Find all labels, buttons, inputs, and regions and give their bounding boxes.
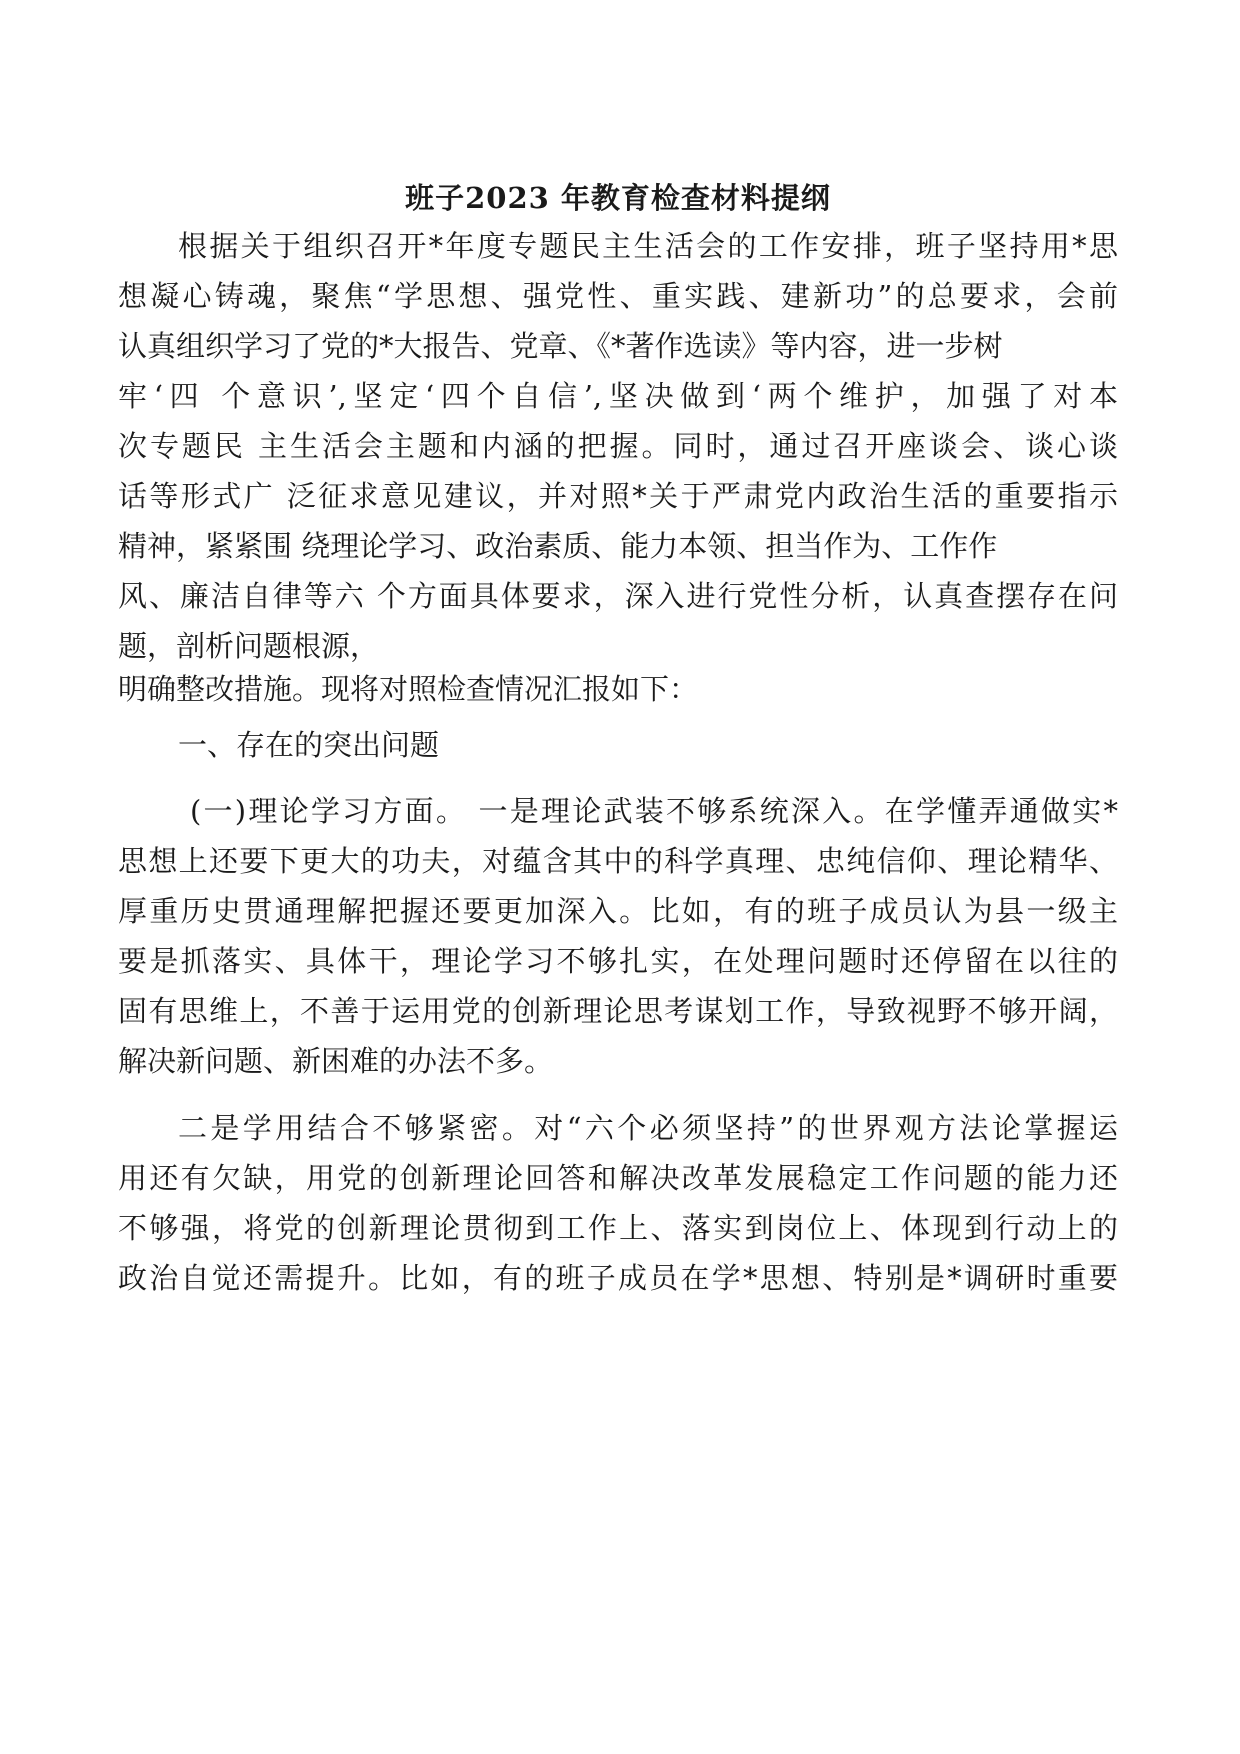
subsection-line-5: 固有思维上，不善于运用党的创新理论思考谋划工作，导致视野不够开阔， bbox=[118, 994, 1118, 1028]
intro-line-8: 风、廉洁自律等六 个方面具体要求，深入进行党性分析，认真查摆存在问 bbox=[118, 579, 1118, 613]
paragraph-2-line-1: 二是学用结合不够紧密。对“六个必须坚持”的世界观方法论掌握运 bbox=[178, 1111, 1118, 1145]
intro-line-1: 根据关于组织召开*年度专题民主生活会的工作安排，班子坚持用*思 bbox=[178, 229, 1118, 263]
paragraph-2-line-4: 政治自觉还需提升。比如，有的班子成员在学*思想、特别是*调研时重要 bbox=[118, 1261, 1118, 1295]
document-title: 班子2023 年教育检查材料提纲 bbox=[405, 181, 831, 215]
intro-line-7: 精神，紧紧围 绕理论学习、政治素质、能力本领、担当作为、工作作 bbox=[118, 529, 998, 563]
intro-line-3: 认真组织学习了党的*大报告、党章、《*著作选读》等内容，进一步树 bbox=[118, 329, 1003, 363]
document-page bbox=[118, 0, 1118, 1754]
intro-line-4: 牢‘四 个意识’,坚定‘四个自信’,坚决做到‘两个维护，加强了对本 bbox=[118, 379, 1118, 413]
intro-line-5: 次专题民 主生活会主题和内涵的把握。同时，通过召开座谈会、谈心谈 bbox=[118, 429, 1118, 463]
section-heading: 一、存在的突出问题 bbox=[178, 728, 440, 762]
paragraph-2-line-2: 用还有欠缺，用党的创新理论回答和解决改革发展稳定工作问题的能力还 bbox=[118, 1161, 1118, 1195]
subsection-line-1: (一)理论学习方面。 一是理论武装不够系统深入。在学懂弄通做实* bbox=[190, 794, 1118, 828]
subsection-line-3: 厚重历史贯通理解把握还要更加深入。比如，有的班子成员认为县一级主 bbox=[118, 894, 1118, 928]
subsection-line-2: 思想上还要下更大的功夫，对蕴含其中的科学真理、忠纯信仰、理论精华、 bbox=[118, 844, 1118, 878]
intro-line-2: 想凝心铸魂，聚焦“学思想、强党性、重实践、建新功”的总要求，会前 bbox=[118, 279, 1118, 313]
intro-line-10: 明确整改措施。现将对照检查情况汇报如下： bbox=[118, 672, 699, 706]
subsection-line-6: 解决新问题、新困难的办法不多。 bbox=[118, 1044, 554, 1078]
intro-line-6: 话等形式广 泛征求意见建议，并对照*关于严肃党内政治生活的重要指示 bbox=[118, 479, 1118, 513]
paragraph-2-line-3: 不够强，将党的创新理论贯彻到工作上、落实到岗位上、体现到行动上的 bbox=[118, 1211, 1118, 1245]
subsection-line-4: 要是抓落实、具体干，理论学习不够扎实，在处理问题时还停留在以往的 bbox=[118, 944, 1118, 978]
intro-line-9: 题，剖析问题根源， bbox=[118, 629, 380, 663]
